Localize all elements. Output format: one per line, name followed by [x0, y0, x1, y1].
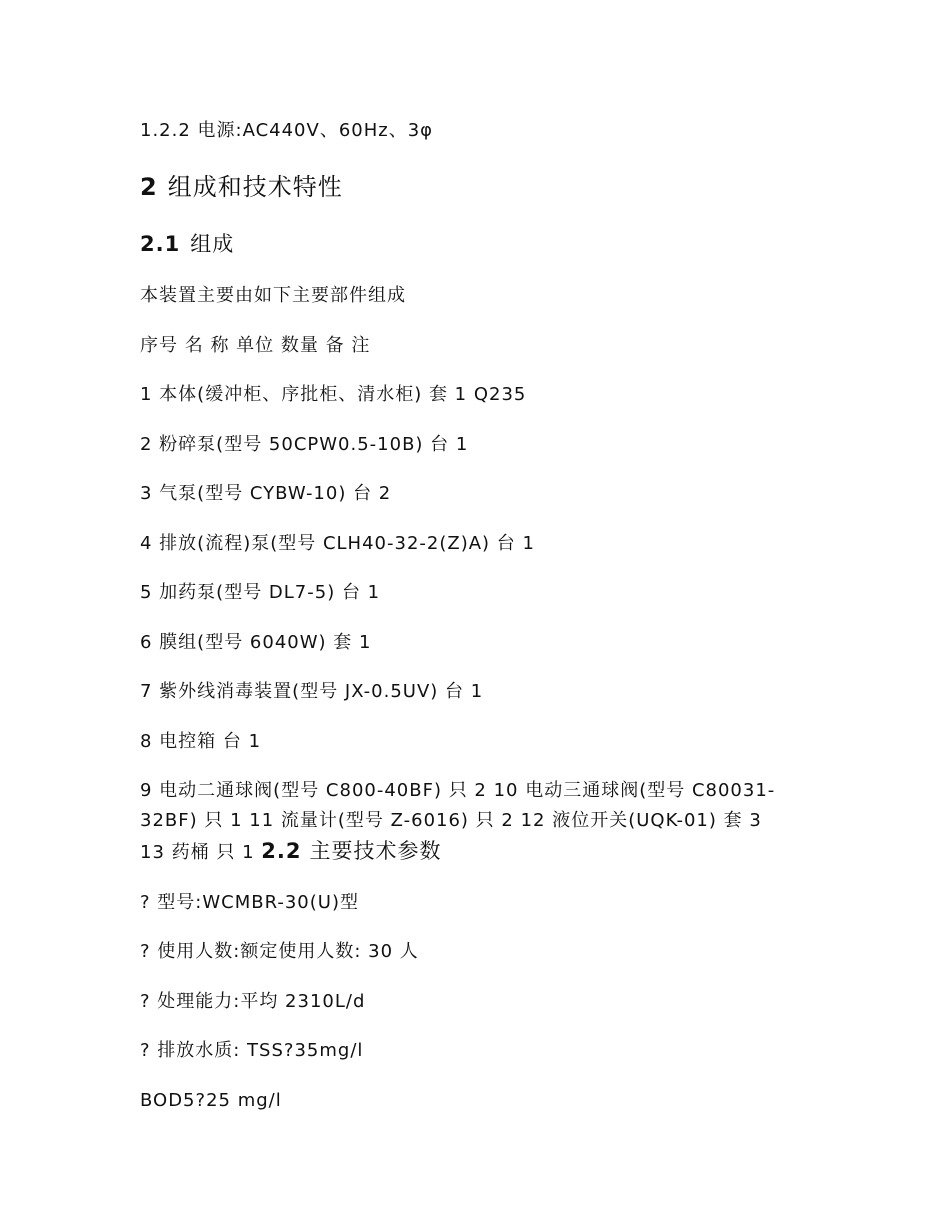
- section-2-2-number: 2.2: [261, 839, 302, 863]
- list-item: 5 加药泵(型号 DL7-5) 台 1: [140, 582, 381, 603]
- table-header: 序号 名 称 单位 数量 备 注: [140, 335, 371, 356]
- wrapped-parts-paragraph: [140, 776, 780, 868]
- param-line: ? 使用人数:额定使用人数: 30 人: [140, 941, 419, 962]
- wrapped-parts-text: 9 电动二通球阀(型号 C800-40BF) 只 2 10 电动三通球阀(型号 C80031-32BF) 只 1 11 流量计(型号 Z-6016) 只 2 12 液位开关(UQK-01) 套 3 13 药桶 只 1: [140, 780, 776, 863]
- section-2-2-heading: [261, 839, 441, 863]
- list-item: 1 本体(缓冲柜、序批柜、清水柜) 套 1 Q235: [140, 384, 527, 405]
- param-line: BOD5?25 mg/l: [140, 1090, 282, 1111]
- list-item: 3 气泵(型号 CYBW-10) 台 2: [140, 483, 392, 504]
- section-2-heading: [140, 172, 343, 202]
- list-item: 4 排放(流程)泵(型号 CLH40-32-2(Z)A) 台 1: [140, 533, 535, 554]
- list-item: 7 紫外线消毒装置(型号 JX-0.5UV) 台 1: [140, 681, 484, 702]
- power-spec-line: 1.2.2 电源:AC440V、60Hz、3φ: [140, 120, 434, 141]
- section-2-1-title: 组成: [190, 232, 235, 256]
- section-2-1-heading: [140, 230, 234, 258]
- section-2-title: 组成和技术特性: [167, 173, 343, 201]
- section-2-2-title: 主要技术参数: [309, 839, 442, 863]
- list-item: 2 粉碎泵(型号 50CPW0.5-10B) 台 1: [140, 434, 469, 455]
- section-2-number: 2: [140, 173, 158, 201]
- list-item: 8 电控箱 台 1: [140, 731, 262, 752]
- param-line: ? 排放水质: TSS?35mg/l: [140, 1040, 364, 1061]
- param-line: ? 型号:WCMBR-30(U)型: [140, 892, 359, 913]
- param-line: ? 处理能力:平均 2310L/d: [140, 991, 366, 1012]
- list-item: 6 膜组(型号 6040W) 套 1: [140, 632, 372, 653]
- section-2-1-number: 2.1: [140, 232, 181, 256]
- intro-text: 本装置主要由如下主要部件组成: [140, 285, 406, 306]
